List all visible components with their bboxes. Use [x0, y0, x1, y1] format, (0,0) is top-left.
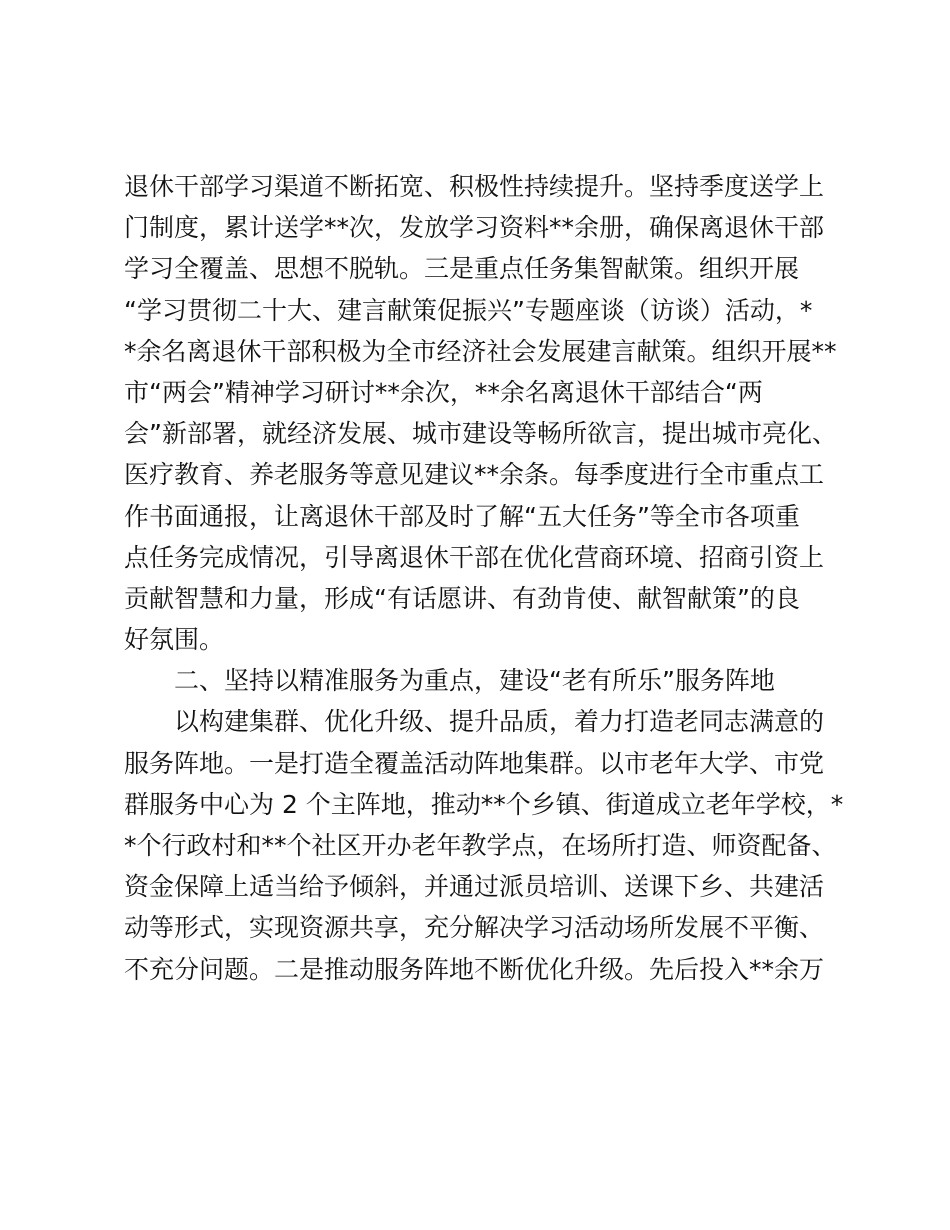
- text-line: 点任务完成情况，引导离退休干部在优化营商环境、招商引资上: [124, 542, 825, 572]
- text-line: 动等形式，实现资源共享，充分解决学习活动场所发展不平衡、: [124, 913, 825, 943]
- text-line: *余名离退休干部积极为全市经济社会发展建言献策。组织开展**: [124, 336, 837, 366]
- text-line: 市“两会”精神学习研讨**余次，**余名离退休干部结合“两: [124, 377, 763, 407]
- section-heading: 二、坚持以精准服务为重点，建设“老有所乐”服务阵地: [174, 666, 775, 696]
- text-line: 学习全覆盖、思想不脱轨。三是重点任务集智献策。组织开展: [124, 254, 800, 284]
- text-line: 群服务中心为 2 个主阵地，推动**个乡镇、街道成立老年学校，*: [124, 789, 844, 819]
- text-line: 门制度，累计送学**次，发放学习资料**余册，确保离退休干部: [124, 213, 825, 243]
- body-text: [124, 166, 844, 990]
- text-line: 不充分问题。二是推动服务阵地不断优化升级。先后投入**余万: [124, 954, 825, 984]
- text-line: “学习贯彻二十大、建言献策促振兴”专题座谈（访谈）活动，*: [124, 295, 813, 325]
- text-line: 会”新部署，就经济发展、城市建设等畅所欲言，提出城市亮化、: [124, 419, 837, 449]
- text-line: 好氛围。: [124, 625, 225, 655]
- text-line: 退休干部学习渠道不断拓宽、积极性持续提升。坚持季度送学上: [124, 172, 825, 201]
- text-line: 贡献智慧和力量，形成“有话愿讲、有劲肯使、献智献策”的良: [124, 583, 800, 613]
- text-line: 服务阵地。一是打造全覆盖活动阵地集群。以市老年大学、市党: [124, 748, 825, 778]
- text-line: 资金保障上适当给予倾斜，并通过派员培训、送课下乡、共建活: [124, 872, 825, 902]
- text-line: *个行政村和**个社区开办老年教学点，在场所打造、师资配备、: [124, 831, 837, 860]
- text-line: 作书面通报，让离退休干部及时了解“五大任务”等全市各项重: [124, 501, 800, 531]
- text-line: 以构建集群、优化升级、提升品质，着力打造老同志满意的: [174, 707, 825, 737]
- text-line: 医疗教育、养老服务等意见建议**余条。每季度进行全市重点工: [124, 460, 825, 490]
